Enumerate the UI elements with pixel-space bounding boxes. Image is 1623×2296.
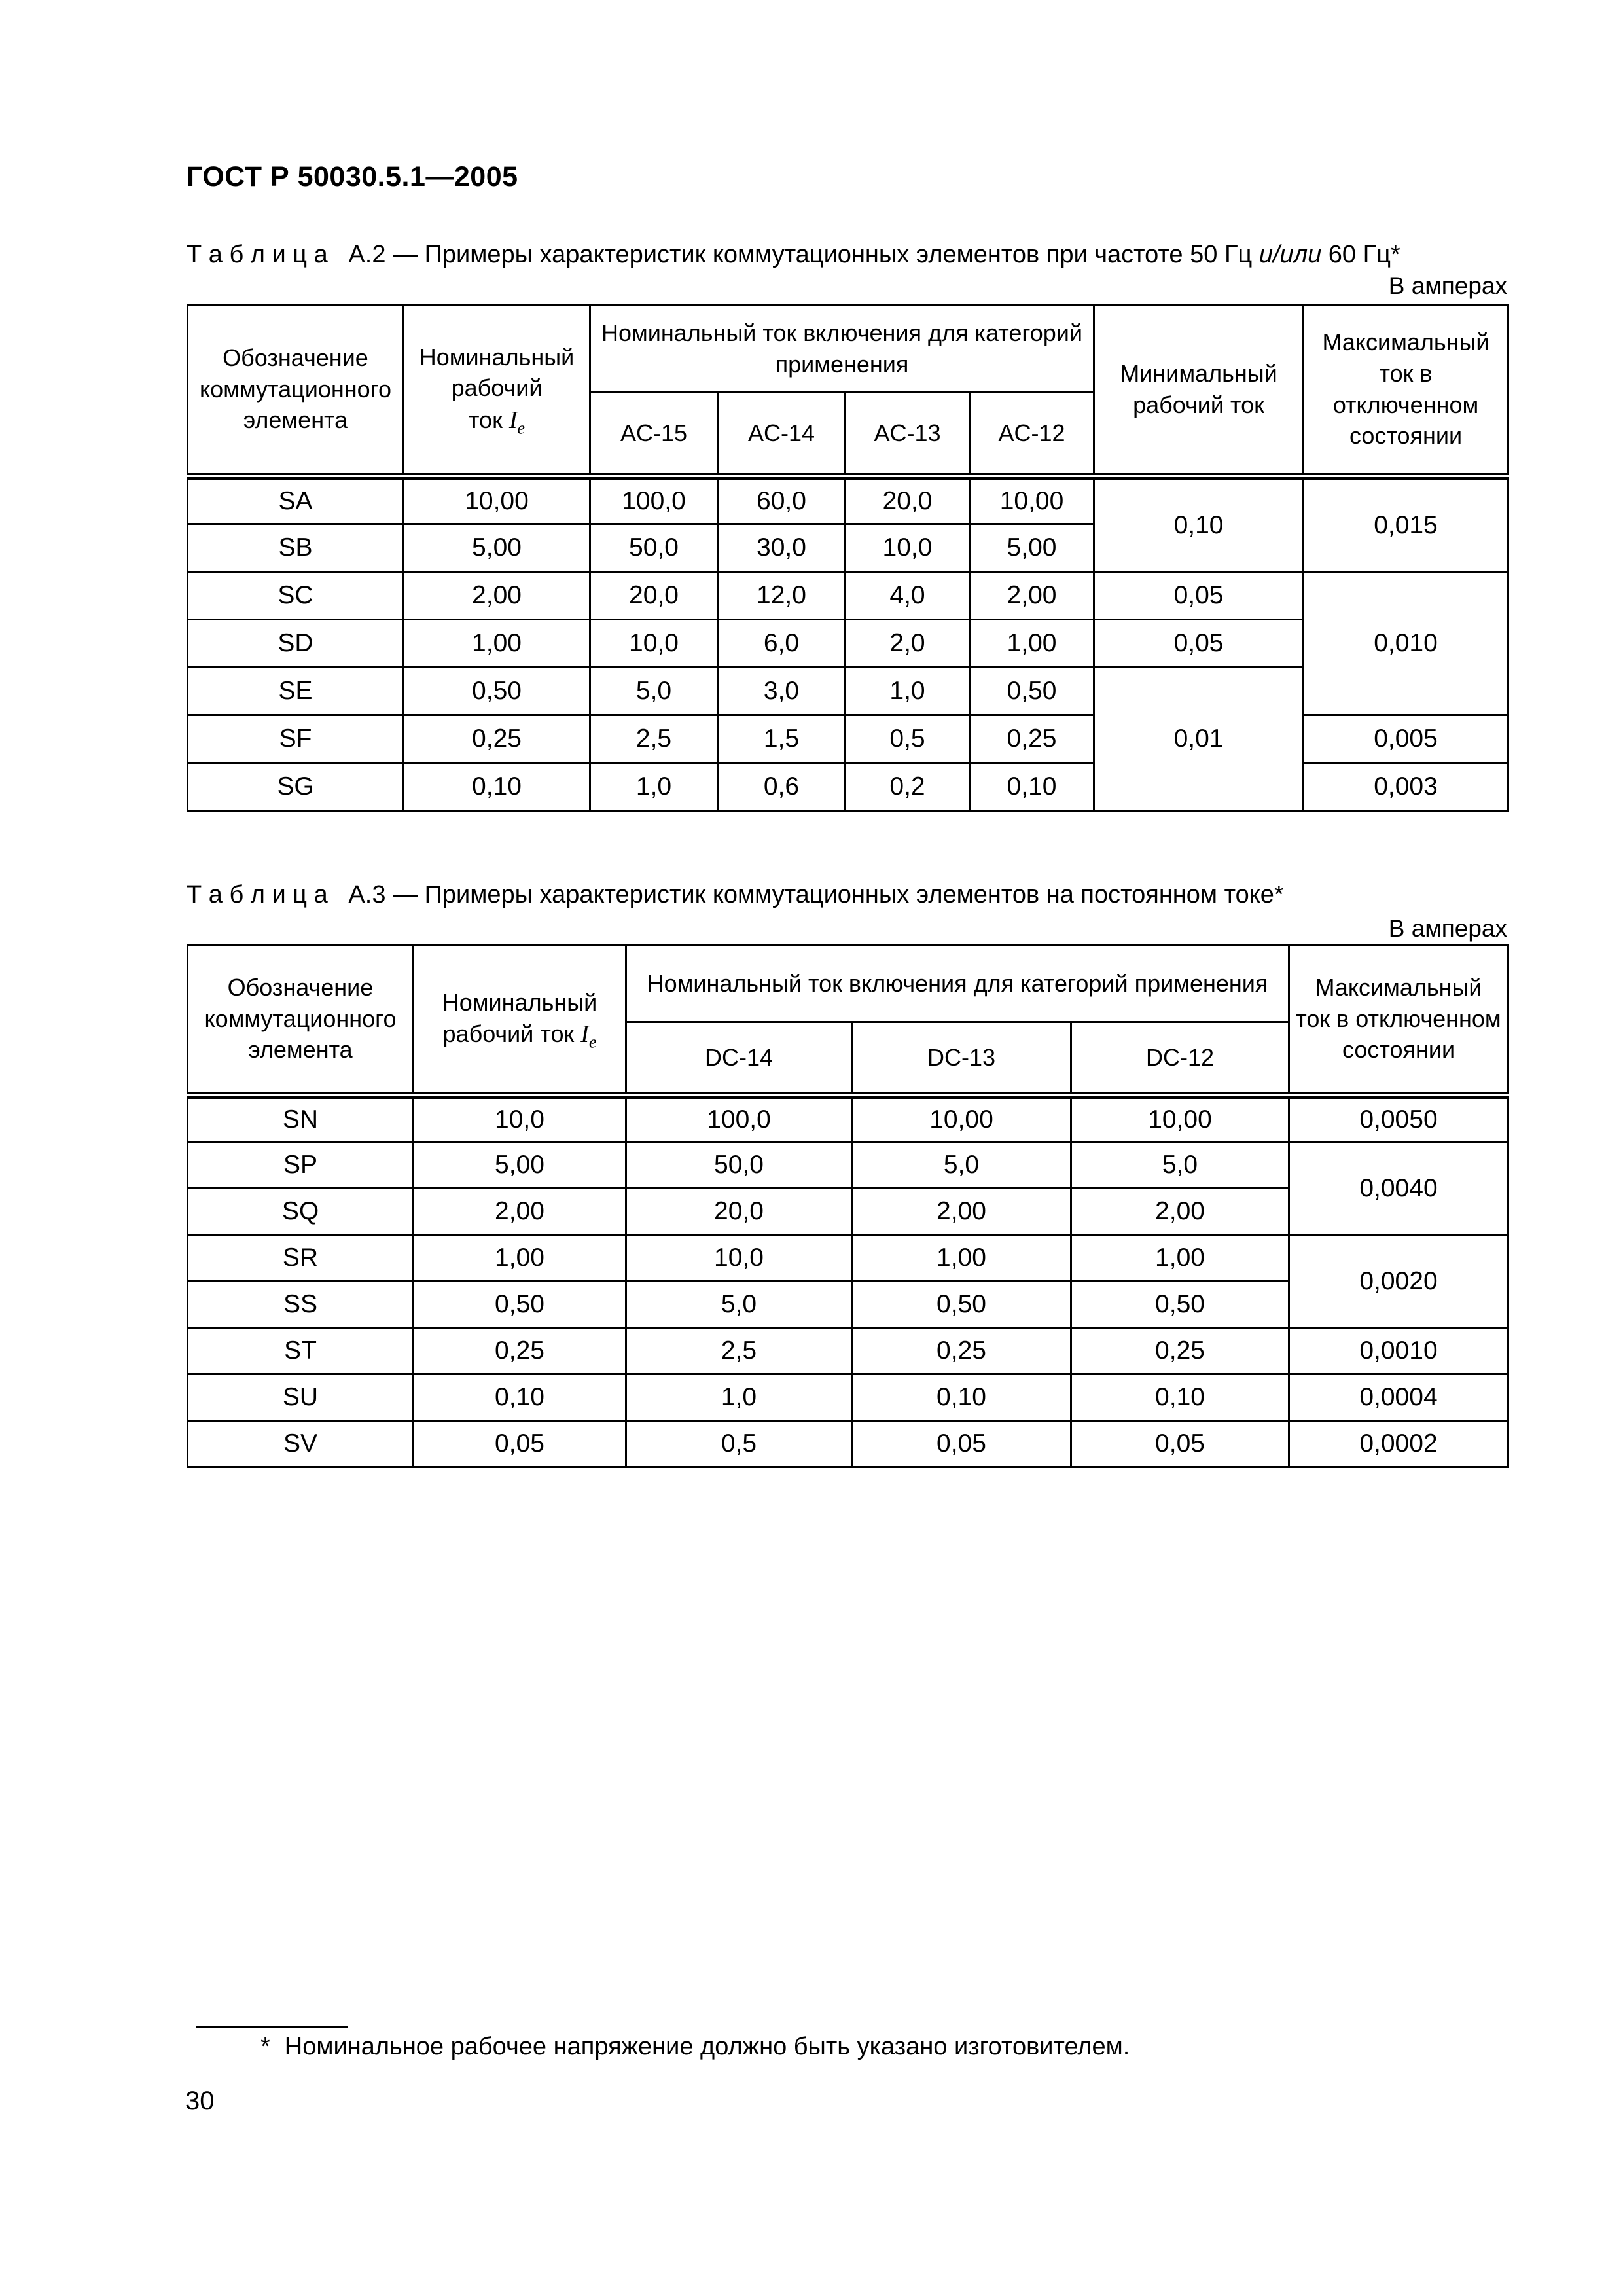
cell: 0,25: [1071, 1328, 1289, 1374]
standard-code-header: ГОСТ Р 50030.5.1—2005: [187, 161, 518, 192]
cell: 0,05: [852, 1421, 1071, 1467]
cell: 0,50: [852, 1282, 1071, 1328]
header-line: Номинальный: [442, 988, 597, 1016]
column-header-max-current: [1289, 945, 1508, 1096]
cell: 20,0: [846, 476, 970, 524]
cell: 10,0: [626, 1235, 852, 1282]
column-header-ac14: AC-14: [718, 393, 846, 476]
cell: SS: [188, 1282, 414, 1328]
header-line: Обозначение: [223, 344, 368, 372]
cell-merged: 0,10: [1094, 476, 1304, 572]
cell: 0,10: [852, 1374, 1071, 1421]
cell: 4,0: [846, 572, 970, 620]
cell: 5,00: [970, 524, 1094, 572]
column-header-designation: [188, 305, 404, 476]
cell: SV: [188, 1421, 414, 1467]
column-header-ac13: AC-13: [846, 393, 970, 476]
cell: 1,0: [590, 763, 718, 811]
cell: 0,05: [1071, 1421, 1289, 1467]
cell: 5,00: [404, 524, 590, 572]
cell: 6,0: [718, 620, 846, 668]
footnote-marker: *: [260, 2033, 270, 2060]
cell: 10,0: [846, 524, 970, 572]
header-line: применения: [775, 350, 909, 378]
cell: 0,25: [404, 715, 590, 763]
cell: SC: [188, 572, 404, 620]
table-a2-caption-text: Примеры характеристик коммутационных элементов при частоте 50 Гц: [424, 241, 1259, 268]
cell: 5,00: [414, 1142, 626, 1189]
cell: 5,0: [1071, 1142, 1289, 1189]
cell: SB: [188, 524, 404, 572]
cell: 100,0: [590, 476, 718, 524]
table-a3-caption-text: Примеры характеристик коммутационных элементов на постоянном токе*: [424, 881, 1284, 908]
cell: 0,50: [414, 1282, 626, 1328]
header-line: коммутационного: [204, 1005, 397, 1032]
symbol-I: I: [508, 406, 518, 434]
cell: SQ: [188, 1189, 414, 1235]
header-line: ток в отключенном: [1296, 1005, 1501, 1032]
cell: 100,0: [626, 1096, 852, 1142]
cell-merged: 0,0020: [1289, 1235, 1508, 1328]
cell: 10,0: [414, 1096, 626, 1142]
table-a3-caption-label: Т а б л и ц а А.3 —: [187, 881, 425, 908]
cell: 0,05: [414, 1421, 626, 1467]
cell: 0,25: [970, 715, 1094, 763]
cell: SN: [188, 1096, 414, 1142]
symbol-I: I: [580, 1020, 589, 1049]
header-line: Максимальный: [1315, 974, 1482, 1001]
cell: 0,5: [846, 715, 970, 763]
cell: 0,6: [718, 763, 846, 811]
cell: 0,10: [1071, 1374, 1289, 1421]
cell: 1,5: [718, 715, 846, 763]
cell: 0,2: [846, 763, 970, 811]
table-row: [188, 1235, 1508, 1282]
cell: 2,5: [590, 715, 718, 763]
cell: 10,00: [1071, 1096, 1289, 1142]
table-row: [188, 1374, 1508, 1421]
header-line: элемента: [243, 406, 348, 434]
cell: 2,5: [626, 1328, 852, 1374]
cell: 0,50: [970, 668, 1094, 715]
cell: 0,005: [1304, 715, 1508, 763]
cell: 1,00: [970, 620, 1094, 668]
header-line: рабочий: [451, 374, 543, 402]
column-header-rated-current: [414, 945, 626, 1096]
cell: 3,0: [718, 668, 846, 715]
header-line: Номинальный: [419, 343, 575, 370]
cell: 0,05: [1094, 620, 1304, 668]
cell: 0,003: [1304, 763, 1508, 811]
cell: 10,00: [404, 476, 590, 524]
column-header-designation: [188, 945, 414, 1096]
cell: 0,5: [626, 1421, 852, 1467]
cell: 0,0050: [1289, 1096, 1508, 1142]
cell: 0,25: [414, 1328, 626, 1374]
footnote-divider: [196, 2026, 348, 2028]
column-header-dc12: DC-12: [1071, 1022, 1289, 1096]
cell: 1,00: [1071, 1235, 1289, 1282]
header-line: Обозначение: [227, 974, 374, 1001]
footnote-text: Номинальное рабочее напряжение должно быть указано изготовителем.: [284, 2033, 1130, 2060]
column-header-max-current: [1304, 305, 1508, 476]
cell: 0,0010: [1289, 1328, 1508, 1374]
table-row: [188, 1096, 1508, 1142]
header-line: Номинальный ток включения для категорий применения: [647, 969, 1268, 997]
Ie-symbol: [580, 1020, 597, 1052]
cell: 2,00: [970, 572, 1094, 620]
cell-merged: 0,01: [1094, 668, 1304, 811]
cell: 0,0002: [1289, 1421, 1508, 1467]
footnote: [260, 2033, 1130, 2061]
table-a2-caption-tail: 60 Гц*: [1321, 241, 1400, 268]
cell: 5,0: [590, 668, 718, 715]
cell: SR: [188, 1235, 414, 1282]
column-header-dc14: DC-14: [626, 1022, 852, 1096]
table-row: [188, 476, 1508, 524]
cell: 0,10: [404, 763, 590, 811]
column-header-ac15: AC-15: [590, 393, 718, 476]
header-line: [408, 404, 585, 437]
header-line: состоянии: [1342, 1036, 1455, 1064]
rated-current-prefix: рабочий ток: [442, 1020, 581, 1048]
symbol-sub-e: e: [517, 418, 526, 438]
cell: 1,00: [852, 1235, 1071, 1282]
cell: 2,00: [852, 1189, 1071, 1235]
header-line: рабочий ток: [1133, 391, 1264, 418]
table-a2: [187, 304, 1509, 812]
cell: 0,25: [852, 1328, 1071, 1374]
cell: 5,0: [852, 1142, 1071, 1189]
cell: 1,00: [414, 1235, 626, 1282]
cell: SF: [188, 715, 404, 763]
cell: 1,0: [846, 668, 970, 715]
table-row: [188, 1142, 1508, 1189]
table-a3: [187, 944, 1509, 1468]
cell: SU: [188, 1374, 414, 1421]
cell: 10,00: [970, 476, 1094, 524]
header-line: Номинальный ток включения для категорий: [601, 319, 1083, 346]
column-header-min-current: [1094, 305, 1304, 476]
Ie-symbol: [508, 406, 526, 438]
column-header-making-current-group: [590, 305, 1094, 393]
table-row: [188, 763, 1508, 811]
page-number: 30: [185, 2087, 215, 2115]
cell: 0,05: [1094, 572, 1304, 620]
header-line: [418, 1018, 621, 1050]
rated-current-prefix: ток: [468, 406, 509, 433]
cell: 50,0: [590, 524, 718, 572]
cell: 0,10: [970, 763, 1094, 811]
table-a3-caption: [187, 881, 1507, 909]
header-line: коммутационного: [199, 375, 392, 403]
column-header-dc13: DC-13: [852, 1022, 1071, 1096]
table-row: [188, 1421, 1508, 1467]
header-line: состоянии: [1349, 422, 1463, 450]
cell: 1,00: [404, 620, 590, 668]
table-row: [188, 1328, 1508, 1374]
units-label-a2: В амперах: [1388, 272, 1507, 299]
cell: 10,0: [590, 620, 718, 668]
cell-merged: 0,015: [1304, 476, 1508, 572]
cell: 5,0: [626, 1282, 852, 1328]
header-line: Минимальный: [1120, 359, 1277, 387]
cell: SP: [188, 1142, 414, 1189]
symbol-sub-e: e: [588, 1032, 597, 1052]
cell: SD: [188, 620, 404, 668]
table-row: [188, 572, 1508, 620]
cell: SA: [188, 476, 404, 524]
cell: 20,0: [590, 572, 718, 620]
cell: 2,00: [414, 1189, 626, 1235]
units-label-a3: В амперах: [1388, 915, 1507, 942]
column-header-making-current-group: [626, 945, 1289, 1022]
header-line: ток в отключенном: [1332, 359, 1479, 418]
column-header-ac12: AC-12: [970, 393, 1094, 476]
cell: 10,00: [852, 1096, 1071, 1142]
cell: ST: [188, 1328, 414, 1374]
cell: 0,50: [404, 668, 590, 715]
cell-merged: 0,010: [1304, 572, 1508, 715]
cell: 2,00: [404, 572, 590, 620]
cell: 12,0: [718, 572, 846, 620]
cell: 20,0: [626, 1189, 852, 1235]
table-a2-caption-italic: и/или: [1258, 241, 1322, 268]
cell: 1,0: [626, 1374, 852, 1421]
cell: 60,0: [718, 476, 846, 524]
column-header-rated-current: [404, 305, 590, 476]
table-row: [188, 715, 1508, 763]
cell: 0,0004: [1289, 1374, 1508, 1421]
table-a2-caption-label: Т а б л и ц а А.2 —: [187, 241, 425, 268]
cell: 2,0: [846, 620, 970, 668]
header-line: элемента: [248, 1036, 353, 1064]
cell: 2,00: [1071, 1189, 1289, 1235]
cell: SG: [188, 763, 404, 811]
cell: 30,0: [718, 524, 846, 572]
cell: SE: [188, 668, 404, 715]
cell: 0,50: [1071, 1282, 1289, 1328]
cell: 0,10: [414, 1374, 626, 1421]
cell: 50,0: [626, 1142, 852, 1189]
header-line: Максимальный: [1322, 329, 1489, 356]
table-a2-caption: [187, 241, 1507, 269]
cell-merged: 0,0040: [1289, 1142, 1508, 1235]
